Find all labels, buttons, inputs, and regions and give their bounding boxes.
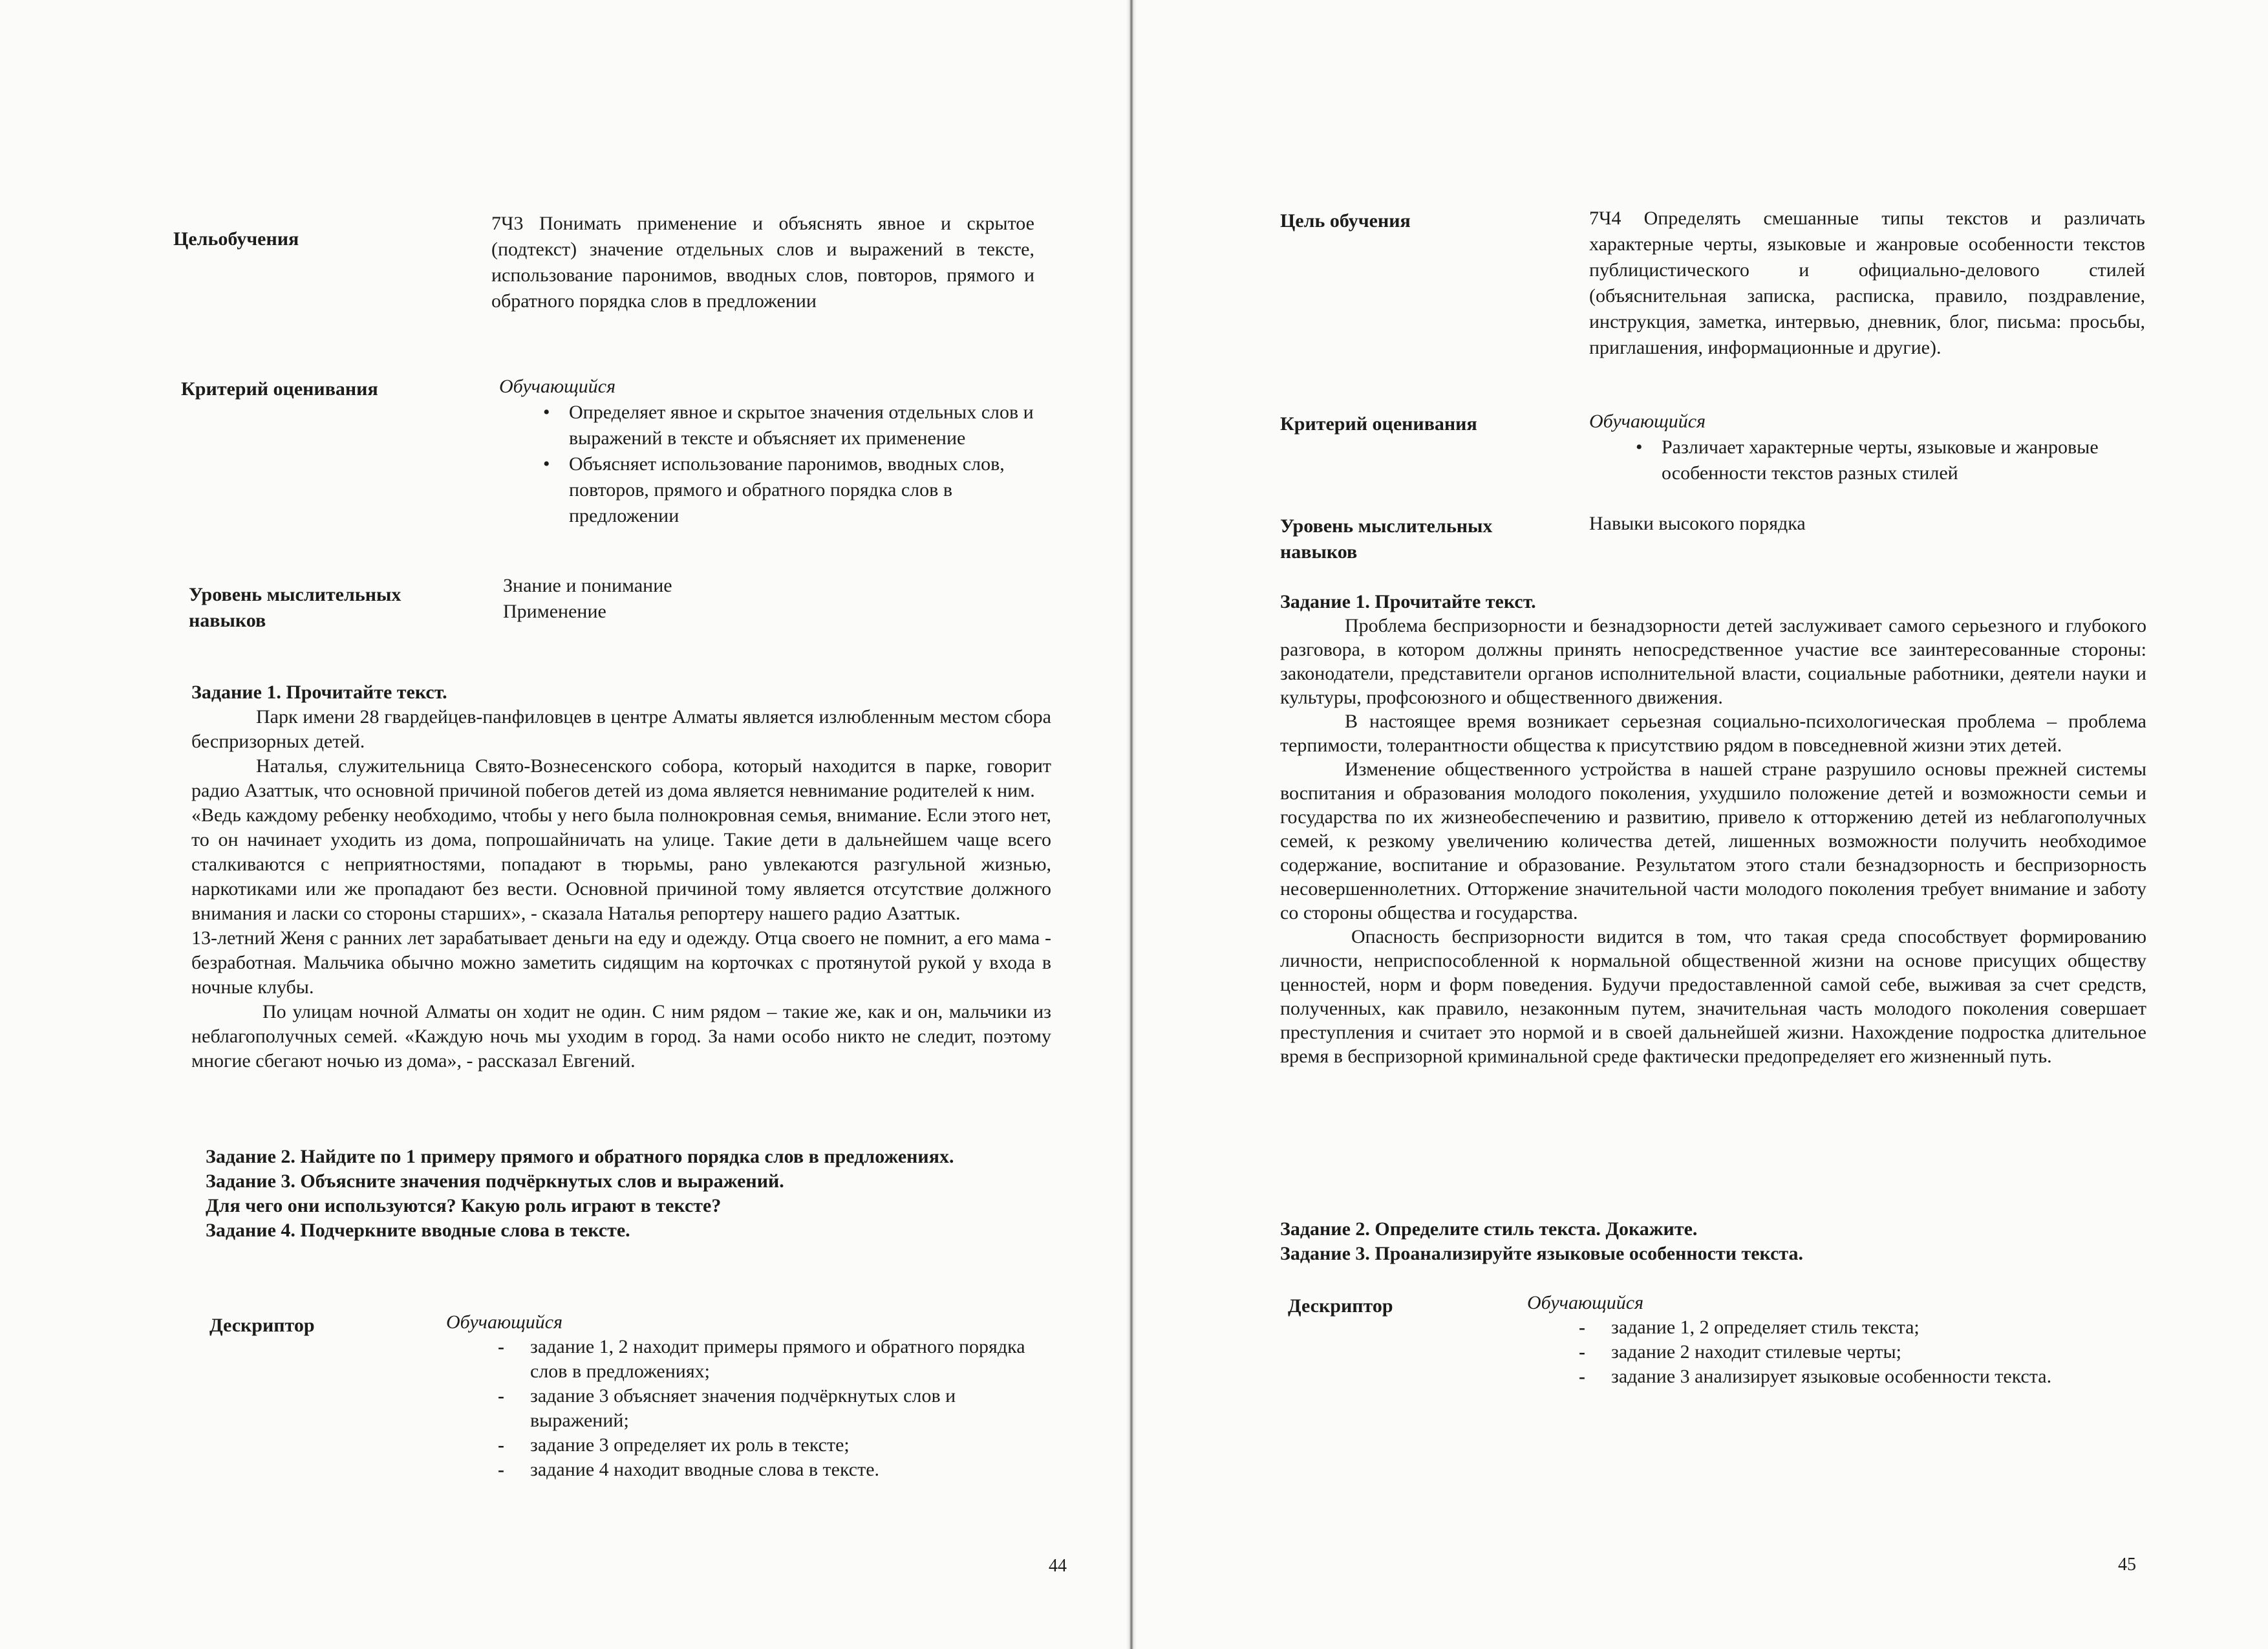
text-paragraph: Изменение общественного устройства в нашей стране разрушило основы прежней системы воспитания и образования молодого поколения, ухудшило положение детей и возможности семьи и государства по их жизнеобеспечению и развитию, привело к отторжению детей из неблагополучных семей, к резкому увеличению количества детей, лишенных возможности получить необходимое содержание, воспитание и образование. Результатом этого стали безнадзорность и беспризорность несовершеннолетних. Отторжение значительной части молодого поколения требует внимание и заботу со стороны общества и государства. bbox=[1280, 759, 2146, 923]
task-list-right bbox=[1280, 1217, 2146, 1266]
text-paragraph: Проблема беспризорности и безнадзорности детей заслуживает самого серьезного и глубокого разговора, в котором должны принять непосредственное участие все заинтересованные стороны: законодатели, представители органов исполнительной власти, социальные работники, деятели науки и культуры, профсоюзного и общественного движения. bbox=[1280, 615, 2146, 708]
goal-text: 7Ч4 Определять смешанные типы текстов и различать характерные черты, языковые и жанровые особенности текстов публицистического и официально-делового стилей (объяснительная записка, расписка, правило, поздравление, инструкция, заметка, интервью, дневник, блог, письма: просьбы, приглашения, информационные и другие). bbox=[1589, 208, 2145, 358]
level-value: Знание и понимание bbox=[503, 575, 672, 596]
text-paragraph: 13-летний Женя с ранних лет зарабатывает деньги на еду и одежду. Отца своего не помнит, а его мама - безработная. Мальчика обычно можно заметить сидящим на корточках с протянутой рукой у входа в ночные клубы. bbox=[191, 927, 1051, 998]
criteria-label: Критерий оценивания bbox=[1280, 413, 1477, 435]
descriptor-block bbox=[1527, 1291, 2148, 1389]
descriptor-list bbox=[491, 1335, 1054, 1482]
criteria-item: • Различает характерные черты, языковые и жанровые особенности текстов разных стилей bbox=[1662, 435, 2145, 486]
descriptor-label: Дескриптор bbox=[1288, 1295, 1393, 1317]
descriptor-list bbox=[1572, 1315, 2148, 1389]
criteria-list bbox=[1631, 435, 2145, 486]
goal-label: Цель обучения bbox=[1280, 210, 1411, 232]
text-paragraph: По улицам ночной Алматы он ходит не один. С ним рядом – такие же, как и он, мальчики из неблагополучных семей. «Каждую ночь мы уходим в город. За нами особо никто не следит, поэтому многие сбегают ночью из дома», - рассказал Евгений. bbox=[191, 1001, 1051, 1072]
criteria-label: Критерий оценивания bbox=[181, 378, 378, 400]
goal-label: Цельобучения bbox=[173, 228, 299, 250]
descriptor-intro: Обучающийся bbox=[1527, 1292, 1644, 1313]
criteria-intro: Обучающийся bbox=[499, 376, 616, 397]
level-values bbox=[503, 573, 891, 625]
descriptor-item: - задание 4 находит вводные слова в тексте. bbox=[530, 1458, 1054, 1482]
reading-task-left bbox=[191, 680, 1051, 1073]
text-paragraph: Наталья, служительница Свято-Вознесенского собора, который находится в парке, говорит радио Азаттык, что основной причиной побегов детей из дома является невнимание родителей к ним. bbox=[191, 755, 1051, 801]
reading-task-right bbox=[1280, 590, 2146, 1068]
task-item: Задание 3. Проанализируйте языковые особенности текста. bbox=[1280, 1243, 1803, 1264]
text-paragraph: В настоящее время возникает серьезная социально-психологическая проблема – проблема терпимости, толерантности общества к присутствию рядом в повседневной жизни этих детей. bbox=[1280, 711, 2146, 756]
page-number: 45 bbox=[2118, 1555, 2136, 1575]
descriptor-item: - задание 3 анализирует языковые особенности текста. bbox=[1611, 1364, 2148, 1389]
page-number: 44 bbox=[1049, 1556, 1067, 1576]
descriptor-item: - задание 1, 2 находит примеры прямого и обратного порядка слов в предложениях; bbox=[530, 1335, 1054, 1384]
task-item: Для чего они используются? Какую роль играют в тексте? bbox=[206, 1195, 722, 1216]
task-list-left bbox=[206, 1145, 1059, 1243]
descriptor-item: - задание 3 определяет их роль в тексте; bbox=[530, 1433, 1054, 1458]
criteria-block bbox=[1589, 409, 2145, 486]
page-right bbox=[1137, 0, 2268, 1649]
criteria-item: • Объясняет использование паронимов, вводных слов, повторов, прямого и обратного порядка слов в предложении bbox=[569, 451, 1042, 529]
level-label: Уровень мыслительных навыков bbox=[189, 584, 401, 631]
text-paragraph: Парк имени 28 гвардейцев-панфиловцев в центре Алматы является излюбленным местом сбора беспризорных детей. bbox=[191, 706, 1051, 752]
task1-title: Задание 1. Прочитайте текст. bbox=[191, 682, 447, 703]
task-item: Задание 2. Найдите по 1 примеру прямого и обратного порядка слов в предложениях. bbox=[206, 1146, 954, 1167]
descriptor-block bbox=[446, 1310, 1054, 1482]
criteria-block bbox=[499, 374, 1042, 529]
criteria-list bbox=[538, 400, 1042, 529]
goal-text: 7Ч3 Понимать применение и объяснять явное и скрытое (подтекст) значение отдельных слов и выражений в тексте, использование паронимов, вводных слов, повторов, прямого и обратного порядка слов в предложении bbox=[491, 213, 1034, 312]
level-value: Навыки высокого порядка bbox=[1589, 513, 1806, 534]
page-left bbox=[0, 0, 1131, 1649]
criteria-intro: Обучающийся bbox=[1589, 411, 1706, 432]
criteria-item: • Определяет явное и скрытое значения отдельных слов и выражений в тексте и объясняет их применение bbox=[569, 400, 1042, 451]
task-item: Задание 3. Объясните значения подчёркнутых слов и выражений. bbox=[206, 1170, 784, 1192]
level-label: Уровень мыслительных навыков bbox=[1280, 515, 1493, 563]
descriptor-intro: Обучающийся bbox=[446, 1311, 563, 1333]
text-paragraph: Опасность беспризорности видится в том, что такая среда способствует формированию личности, неприспособленной к нормальной общественной жизни на основе присущих обществу ценностей, норм и форм поведения. Будучи предоставленной самой себе, выживая за счет средств, полученных, как правило, незаконным путем, значительная часть молодого поколения совершает преступления и считает это нормой и в своей дальнейшей жизни. Нахождение подростка длительное время в беспризорной криминальной среде фактически предопределяет его жизненный путь. bbox=[1280, 926, 2146, 1067]
level-value: Применение bbox=[503, 601, 606, 622]
task1-title: Задание 1. Прочитайте текст. bbox=[1280, 591, 1536, 612]
text-paragraph: «Ведь каждому ребенку необходимо, чтобы у него была полнокровная семья, внимание. Если этого нет, то он начинает уходить из дома, попрошайничать на улице. Такие дети в дальнейшем чаще всего сталкиваются с неприятностями, попадают в тюрьмы, рано увлекаются разгульной жизнью, наркотиками или же пропадают без вести. Основной причиной тому является отсутствие должного внимания и ласки со стороны старших», - сказала Наталья репортеру нашего радио Азаттык. bbox=[191, 804, 1051, 924]
task-item: Задание 2. Определите стиль текста. Докажите. bbox=[1280, 1218, 1698, 1240]
descriptor-item: - задание 2 находит стилевые черты; bbox=[1611, 1340, 2148, 1364]
level-values bbox=[1589, 511, 1977, 537]
descriptor-label: Дескриптор bbox=[209, 1315, 315, 1336]
descriptor-item: - задание 1, 2 определяет стиль текста; bbox=[1611, 1315, 2148, 1340]
descriptor-item: - задание 3 объясняет значения подчёркнутых слов и выражений; bbox=[530, 1384, 1054, 1433]
task-item: Задание 4. Подчеркните вводные слова в тексте. bbox=[206, 1220, 630, 1241]
